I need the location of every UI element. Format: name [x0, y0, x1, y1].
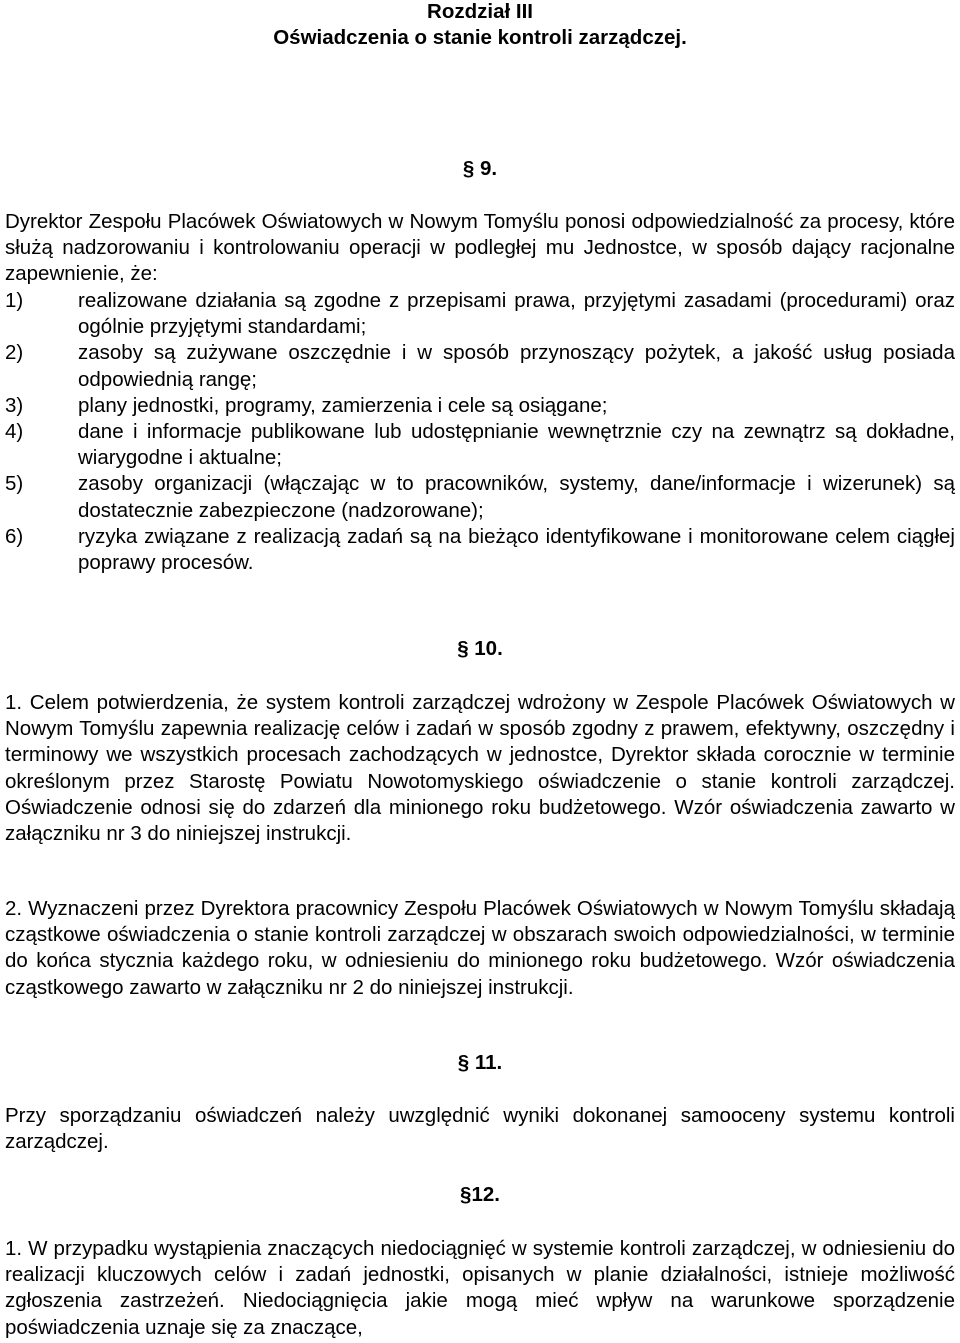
list-item-text: dane i informacje publikowane lub udostępnianie wewnętrznie czy na zewnątrz są dokładne, wiarygodne i aktualne; [78, 420, 955, 470]
list-item-number: 3) [5, 393, 24, 417]
chapter-title: Rozdział III [427, 0, 533, 23]
section-9-list [5, 288, 955, 576]
section-12-paragraph: 1. W przypadku wystąpienia znaczących niedociągnięć w systemie kontroli zarządczej, w odniesieniu do realizacji kluczowych celów i zadań jednostki, opisanych w planie działalności, istnieje możliwość zgłoszenia zastrzeżeń. Niedociągnięcia jakie mogą mieć wpływ na warunkowe sporządzenie poświadczenia uznaje się za znaczące, [5, 1237, 955, 1339]
list-item-text: plany jednostki, programy, zamierzenia i cele są osiągane; [78, 393, 608, 417]
section-10-heading: § 10. [457, 637, 503, 660]
section-12-heading: §12. [460, 1183, 500, 1206]
chapter-subtitle: Oświadczenia o stanie kontroli zarządczej. [273, 26, 687, 49]
section-9-heading: § 9. [462, 157, 498, 180]
list-item [5, 524, 955, 576]
section-10-paragraph-1: 1. Celem potwierdzenia, że system kontroli zarządczej wdrożony w Zespole Placówek Oświatowych w Nowym Tomyślu zapewnia realizację celów i zadań w sposób zgodny z prawem, efektywny, oszczędny i terminowy we wszystkich procesach zachodzących w jednostce, Dyrektor składa corocznie w terminie określonym przez Starostę Powiatu Nowotomyskiego oświadczenie o stanie kontroli zarządczej. Oświadczenie odnosi się do zdarzeń dla minionego roku budżetowego. Wzór oświadczenia zawarto w załączniku nr 3 do niniejszej instrukcji. [5, 691, 955, 846]
list-item-text: zasoby organizacji (włączając w to pracowników, systemy, dane/informacje i wizerunek) są dostatecznie zabezpieczone (nadzorowane); [78, 472, 955, 522]
list-item-text: realizowane działania są zgodne z przepisami prawa, przyjętymi zasadami (procedurami) oraz ogólnie przyjętymi standardami; [78, 289, 955, 339]
list-item-number: 2) [5, 341, 24, 365]
list-item [5, 288, 955, 340]
section-9-intro: Dyrektor Zespołu Placówek Oświatowych w Nowym Tomyślu ponosi odpowiedzialność za procesy, które służą nadzorowaniu i kontrolowaniu operacji w podległej mu Jednostce, w sposób dający racjonalne zapewnienie, że: [5, 210, 955, 286]
list-item [5, 393, 955, 419]
list-item-text: zasoby są zużywane oszczędnie i w sposób przynoszący pożytek, a jakość usług posiada odpowiednią rangę; [78, 341, 955, 391]
list-item-number: 6) [5, 524, 24, 548]
list-item-number: 1) [5, 289, 24, 312]
list-item [5, 419, 955, 471]
list-item [5, 471, 955, 523]
section-11-paragraph: Przy sporządzaniu oświadczeń należy uwzględnić wyniki dokonanej samooceny systemu kontroli zarządczej. [5, 1104, 955, 1154]
list-item-number: 5) [5, 472, 24, 496]
list-item-number: 4) [5, 420, 24, 444]
section-10-paragraph-2: 2. Wyznaczeni przez Dyrektora pracownicy Zespołu Placówek Oświatowych w Nowym Tomyślu składają cząstkowe oświadczenia o stanie kontroli zarządczej w obszarach swoich odpowiedzialności, w terminie do końca stycznia każdego roku, w odniesieniu do minionego roku budżetowego. Wzór oświadczenia cząstkowego zawarto w załączniku nr 2 do niniejszej instrukcji. [5, 897, 955, 999]
list-item [5, 340, 955, 392]
list-item-text: ryzyka związane z realizacją zadań są na bieżąco identyfikowane i monitorowane celem ciągłej poprawy procesów. [78, 524, 955, 575]
section-11-heading: § 11. [457, 1051, 503, 1074]
